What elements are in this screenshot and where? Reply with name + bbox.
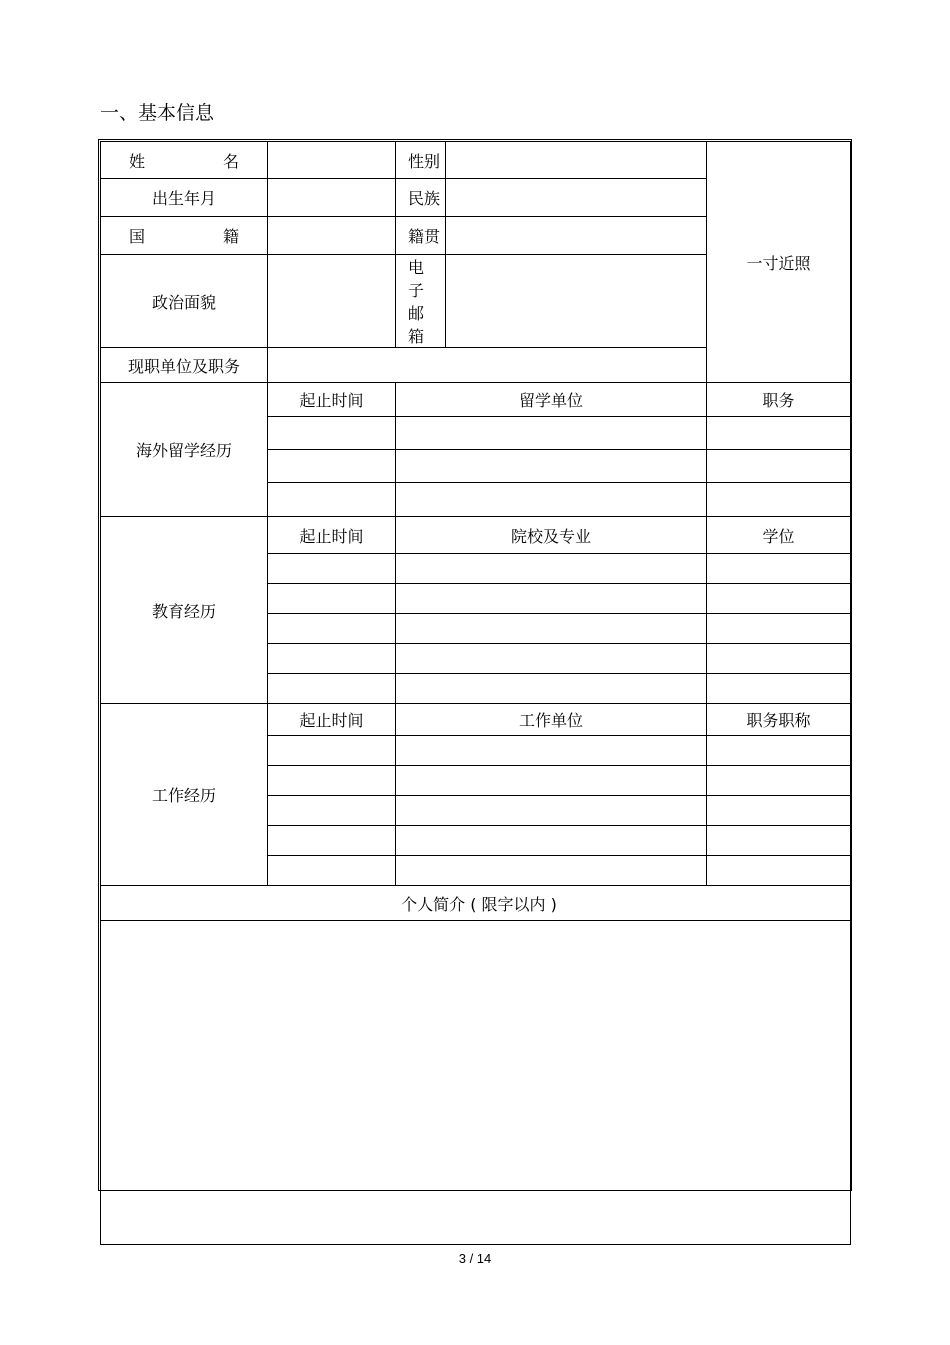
overseas-period-cell[interactable] — [268, 417, 396, 450]
education-period-cell[interactable] — [268, 554, 396, 584]
education-degree-cell[interactable] — [707, 554, 851, 584]
ethnicity-label: 民 族 — [396, 179, 446, 217]
overseas-institution-cell[interactable] — [396, 417, 707, 450]
education-school-cell[interactable] — [396, 674, 707, 704]
page-number: 3 / 14 — [458, 1251, 492, 1266]
work-header-employer: 工作单位 — [396, 704, 707, 736]
education-section-label: 教育经历 — [101, 517, 268, 704]
work-employer-cell[interactable] — [396, 826, 707, 856]
work-period-cell[interactable] — [268, 796, 396, 826]
birth-field[interactable] — [268, 179, 396, 217]
work-header-period: 起止时间 — [268, 704, 396, 736]
overseas-position-cell[interactable] — [707, 417, 851, 450]
overseas-period-cell[interactable] — [268, 450, 396, 483]
native-place-field[interactable] — [446, 217, 707, 255]
overseas-period-cell[interactable] — [268, 483, 396, 517]
work-employer-cell[interactable] — [396, 766, 707, 796]
current-position-field[interactable] — [268, 348, 707, 383]
overseas-header-institution: 留学单位 — [396, 383, 707, 417]
nationality-label: 国 籍 — [101, 217, 268, 255]
education-school-cell[interactable] — [396, 554, 707, 584]
education-school-cell[interactable] — [396, 584, 707, 614]
overseas-position-cell[interactable] — [707, 483, 851, 517]
overseas-section-label: 海外留学经历 — [101, 383, 268, 517]
gender-label: 性 别 — [396, 142, 446, 179]
email-label: 电子邮箱 — [396, 255, 446, 348]
education-school-cell[interactable] — [396, 644, 707, 674]
nationality-field[interactable] — [268, 217, 396, 255]
ethnicity-field[interactable] — [446, 179, 707, 217]
email-field[interactable] — [446, 255, 707, 348]
photo-box[interactable] — [707, 142, 851, 383]
current-position-label: 现职单位及职务 — [101, 348, 268, 383]
education-degree-cell[interactable] — [707, 584, 851, 614]
education-header-period: 起止时间 — [268, 517, 396, 554]
overseas-position-cell[interactable] — [707, 450, 851, 483]
work-employer-cell[interactable] — [396, 856, 707, 886]
education-degree-cell[interactable] — [707, 674, 851, 704]
work-period-cell[interactable] — [268, 736, 396, 766]
name-label: 姓 名 — [101, 142, 268, 179]
education-period-cell[interactable] — [268, 614, 396, 644]
birth-label: 出生年月 — [101, 179, 268, 217]
overseas-institution-cell[interactable] — [396, 450, 707, 483]
work-title-cell[interactable] — [707, 736, 851, 766]
education-degree-cell[interactable] — [707, 614, 851, 644]
native-place-label: 籍 贯 — [396, 217, 446, 255]
education-period-cell[interactable] — [268, 644, 396, 674]
work-title-cell[interactable] — [707, 766, 851, 796]
overseas-institution-cell[interactable] — [396, 483, 707, 517]
basic-info-form — [100, 141, 851, 1245]
education-header-school: 院校及专业 — [396, 517, 707, 554]
overseas-header-position: 职务 — [707, 383, 851, 417]
work-period-cell[interactable] — [268, 826, 396, 856]
political-field[interactable] — [268, 255, 396, 348]
photo-label: 一寸近照 — [746, 253, 811, 273]
work-employer-cell[interactable] — [396, 796, 707, 826]
work-title-cell[interactable] — [707, 796, 851, 826]
intro-label: 个人简介 ( 限字以内 ) — [101, 886, 851, 921]
education-school-cell[interactable] — [396, 614, 707, 644]
education-header-degree: 学位 — [707, 517, 851, 554]
education-period-cell[interactable] — [268, 674, 396, 704]
work-period-cell[interactable] — [268, 856, 396, 886]
political-label: 政治面貌 — [101, 255, 268, 348]
intro-text-area[interactable] — [101, 921, 851, 1245]
work-section-label: 工作经历 — [101, 704, 268, 886]
education-degree-cell[interactable] — [707, 644, 851, 674]
work-header-title: 职务职称 — [707, 704, 851, 736]
work-period-cell[interactable] — [268, 766, 396, 796]
education-period-cell[interactable] — [268, 584, 396, 614]
work-title-cell[interactable] — [707, 856, 851, 886]
name-field[interactable] — [268, 142, 396, 179]
work-title-cell[interactable] — [707, 826, 851, 856]
gender-field[interactable] — [446, 142, 707, 179]
section-title: 一、基本信息 — [100, 102, 215, 124]
work-employer-cell[interactable] — [396, 736, 707, 766]
overseas-header-period: 起止时间 — [268, 383, 396, 417]
